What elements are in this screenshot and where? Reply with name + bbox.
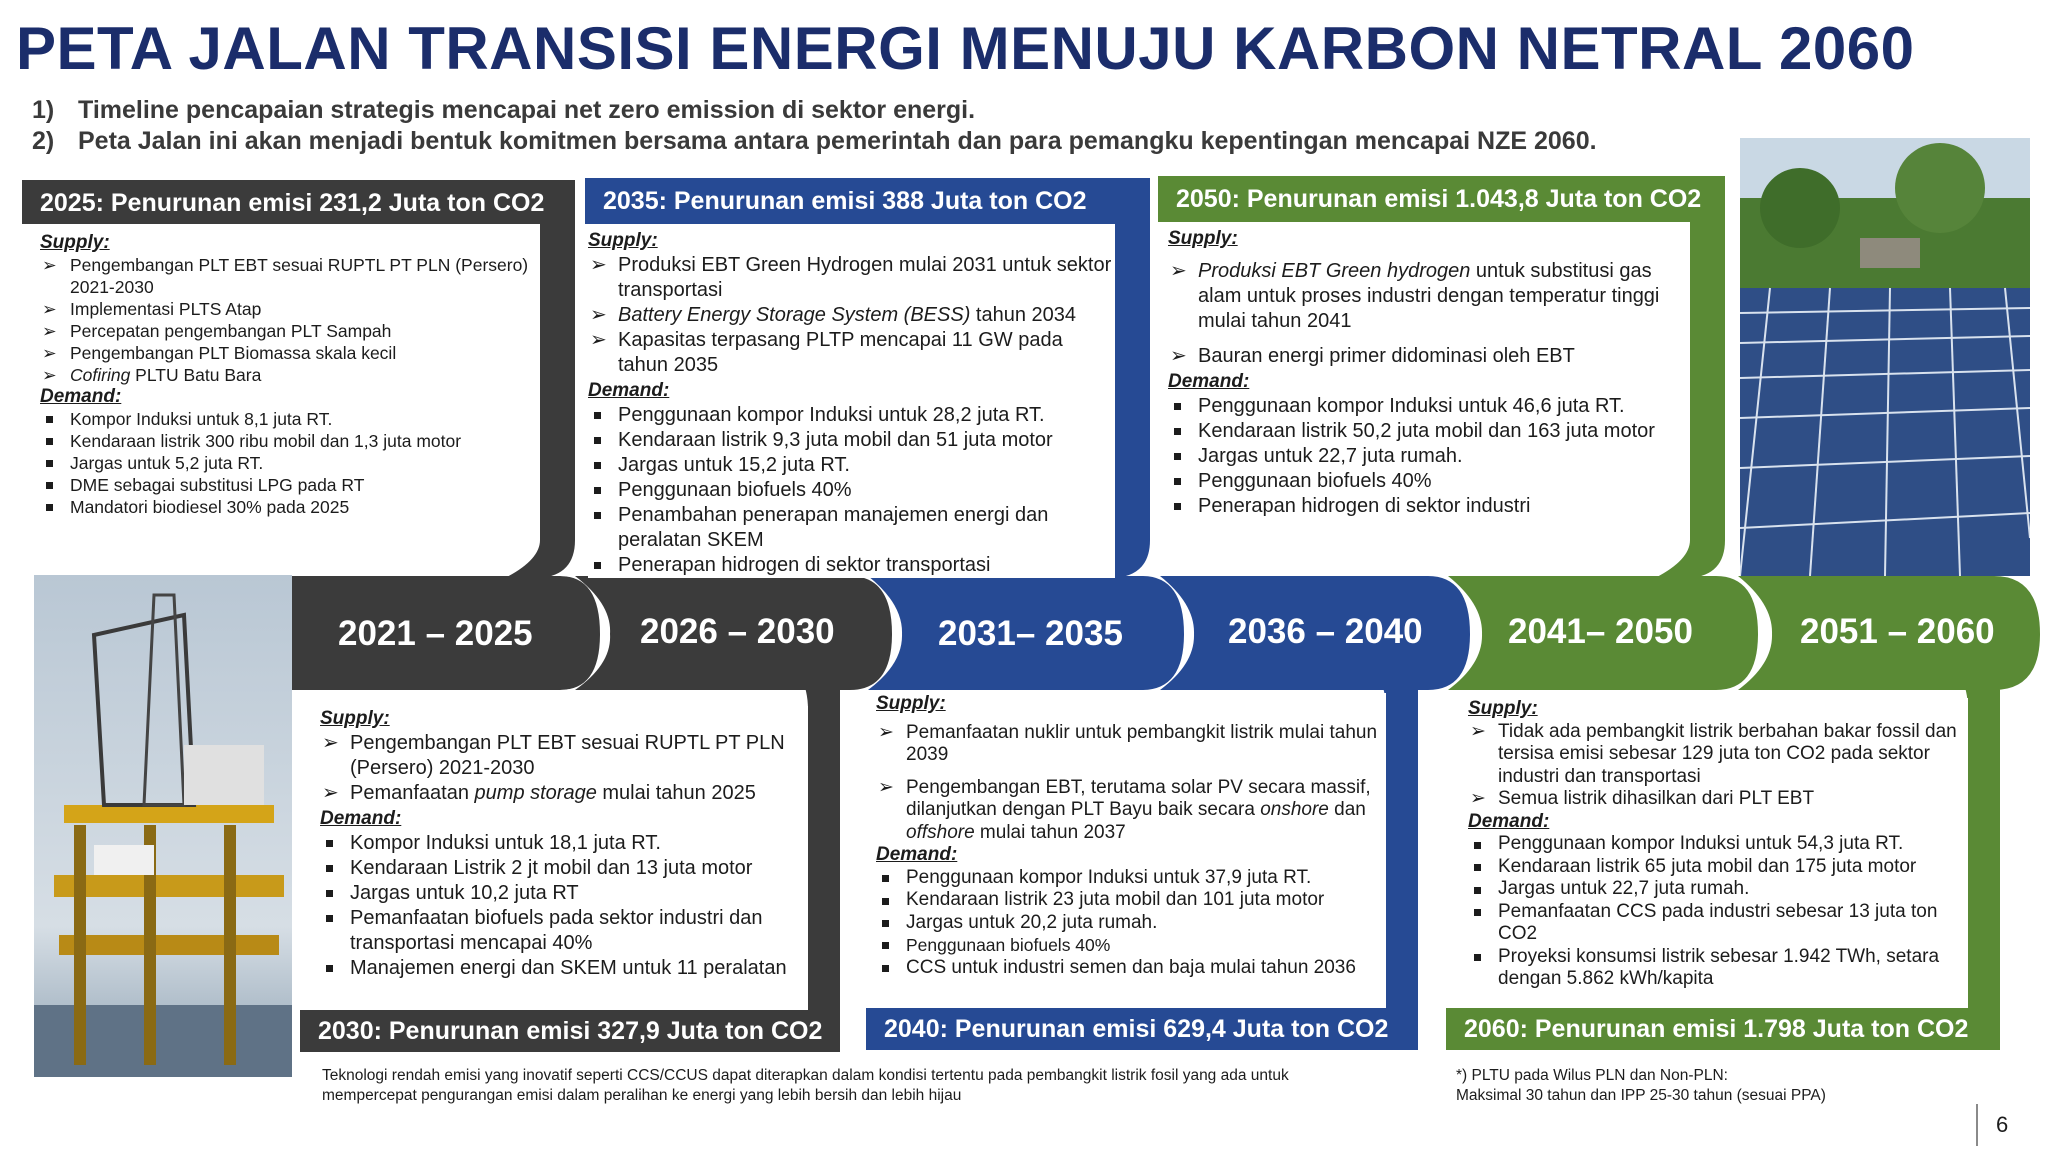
demand-label: Demand: — [876, 844, 958, 865]
page-number: 6 — [1996, 1112, 2009, 1137]
supply-label: Supply: — [876, 693, 946, 714]
supply-label: Supply: — [588, 230, 658, 251]
footnote-line: mempercepat pengurangan emisi dalam peralihan ke energi yang lebih bersih dan lebih hijau — [322, 1087, 962, 1104]
list-item: ➢ Pemanfaatan pump storage mulai tahun 2025 — [320, 781, 808, 806]
list-item: ➢ Cofiring PLTU Batu Bara — [40, 364, 538, 386]
timeline-period-4: 2036 – 2040 — [1228, 612, 1423, 651]
list-item: Penerapan hidrogen di sektor industri — [1168, 494, 1690, 519]
demand-list — [876, 867, 1386, 980]
box-2025-content — [40, 232, 538, 518]
list-item: Penggunaan biofuels 40% — [588, 478, 1115, 503]
footnote-line: Maksimal 30 tahun dan IPP 25-30 tahun (sesuai PPA) — [1456, 1087, 1826, 1104]
list-item: Jargas untuk 22,7 juta rumah. — [1468, 878, 1968, 901]
list-item: Kompor Induksi untuk 18,1 juta RT. — [320, 831, 808, 856]
solar-panel-image — [1740, 138, 2030, 576]
list-item: Kompor Induksi untuk 8,1 juta RT. — [40, 408, 538, 430]
list-item: Penggunaan biofuels 40% — [876, 934, 1386, 957]
list-item: Jargas untuk 15,2 juta RT. — [588, 453, 1115, 478]
box-2030-content — [320, 706, 808, 981]
list-item: Penggunaan kompor Induksi untuk 54,3 juta RT. — [1468, 833, 1968, 856]
list-item: Proyeksi konsumsi listrik sebesar 1.942 TWh, setara dengan 5.862 kWh/kapita — [1468, 946, 1968, 991]
supply-list — [876, 722, 1386, 845]
list-item: Pemanfaatan biofuels pada sektor industri dan transportasi mencapai 40% — [320, 906, 808, 956]
list-item: Kendaraan listrik 65 juta mobil dan 175 juta motor — [1468, 856, 1968, 879]
list-item: Kendaraan listrik 300 ribu mobil dan 1,3 juta motor — [40, 430, 538, 452]
supply-label: Supply: — [1168, 228, 1238, 249]
timeline-period-1: 2021 – 2025 — [338, 614, 533, 653]
list-item: CCS untuk industri semen dan baja mulai tahun 2036 — [876, 957, 1386, 980]
intro-number: 2) — [32, 127, 55, 155]
list-item: ➢ Pengembangan PLT EBT sesuai RUPTL PT PLN (Persero) 2021-2030 — [40, 254, 538, 298]
list-item: Manajemen energi dan SKEM untuk 11 peralatan — [320, 956, 808, 981]
timeline-period-2: 2026 – 2030 — [640, 612, 835, 651]
header-2050: 2050: Penurunan emisi 1.043,8 Juta ton CO2 — [1158, 178, 1725, 220]
footnote-left — [322, 1066, 1442, 1106]
list-item: ➢ Pemanfaatan nuklir untuk pembangkit listrik mulai tahun 2039 — [876, 722, 1386, 767]
demand-label: Demand: — [1468, 810, 1550, 832]
list-item: Penggunaan kompor Induksi untuk 28,2 juta RT. — [588, 403, 1115, 428]
list-item: ➢ Pengembangan PLT EBT sesuai RUPTL PT PLN (Persero) 2021-2030 — [320, 731, 808, 781]
list-item: Penggunaan kompor Induksi untuk 37,9 juta RT. — [876, 867, 1386, 890]
offshore-platform-image — [34, 575, 292, 1077]
demand-label: Demand: — [1168, 371, 1250, 392]
list-item: ➢ Bauran energi primer didominasi oleh EBT — [1168, 344, 1690, 369]
list-item: ➢ Kapasitas terpasang PLTP mencapai 11 GW pada tahun 2035 — [588, 328, 1115, 378]
box-2050-content — [1168, 226, 1690, 519]
list-item: Jargas untuk 5,2 juta RT. — [40, 452, 538, 474]
list-item: Kendaraan Listrik 2 jt mobil dan 13 juta motor — [320, 856, 808, 881]
demand-label: Demand: — [588, 380, 670, 401]
footnote-line: Teknologi rendah emisi yang inovatif seperti CCS/CCUS dapat diterapkan dalam kondisi tertentu pada pembangkit listrik fosil yang ada untuk — [322, 1067, 1289, 1084]
list-item: ➢ Battery Energy Storage System (BESS) tahun 2034 — [588, 303, 1115, 328]
header-2030: 2030: Penurunan emisi 327,9 Juta ton CO2 — [300, 1010, 840, 1052]
intro-line-1 — [32, 96, 975, 125]
intro-line-2 — [32, 127, 1597, 156]
supply-list — [320, 731, 808, 806]
list-item: DME sebagai substitusi LPG pada RT — [40, 474, 538, 496]
list-item: Kendaraan listrik 50,2 juta mobil dan 163 juta motor — [1168, 419, 1690, 444]
demand-list — [40, 408, 538, 518]
supply-list — [1168, 259, 1690, 369]
list-item: Pemanfaatan CCS pada industri sebesar 13 juta ton CO2 — [1468, 901, 1968, 946]
list-item: Penggunaan kompor Induksi untuk 46,6 juta RT. — [1168, 394, 1690, 419]
list-item: ➢ Pengembangan EBT, terutama solar PV secara massif, dilanjutkan dengan PLT Bayu baik secara onshore dan offshore mulai tahun 2037 — [876, 777, 1386, 845]
supply-label: Supply: — [1468, 698, 1538, 719]
demand-list — [1168, 394, 1690, 519]
supply-list — [40, 254, 538, 386]
list-item: Jargas untuk 20,2 juta rumah. — [876, 912, 1386, 935]
intro-text: Timeline pencapaian strategis mencapai net zero emission di sektor energi. — [78, 96, 976, 124]
demand-list — [320, 831, 808, 981]
list-item: Kendaraan listrik 23 juta mobil dan 101 juta motor — [876, 889, 1386, 912]
list-item: Penerapan hidrogen di sektor transportasi — [588, 553, 1115, 578]
list-item: ➢ Implementasi PLTS Atap — [40, 298, 538, 320]
timeline-period-3: 2031– 2035 — [938, 614, 1123, 653]
list-item: Jargas untuk 10,2 juta RT — [320, 881, 808, 906]
list-item: Penambahan penerapan manajemen energi dan peralatan SKEM — [588, 503, 1115, 553]
list-item: ➢ Produksi EBT Green Hydrogen mulai 2031 untuk sektor transportasi — [588, 253, 1115, 303]
demand-list — [588, 403, 1115, 578]
demand-label: Demand: — [40, 386, 122, 407]
list-item: ➢ Produksi EBT Green hydrogen untuk substitusi gas alam untuk proses industri dengan temperatur tinggi mulai tahun 2041 — [1168, 259, 1690, 334]
supply-label: Supply: — [40, 232, 110, 253]
intro-number: 1) — [32, 96, 55, 124]
supply-list — [1468, 721, 1968, 811]
header-2025: 2025: Penurunan emisi 231,2 Juta ton CO2 — [22, 182, 575, 224]
header-2040: 2040: Penurunan emisi 629,4 Juta ton CO2 — [866, 1008, 1418, 1050]
demand-label: Demand: — [320, 808, 402, 829]
list-item: ➢ Tidak ada pembangkit listrik berbahan bakar fossil dan tersisa emisi sebesar 129 juta ton CO2 pada sektor industri dan transportasi — [1468, 721, 1968, 789]
box-2035-content — [588, 228, 1115, 578]
supply-label: Supply: — [320, 708, 390, 729]
list-item: ➢ Pengembangan PLT Biomassa skala kecil — [40, 342, 538, 364]
box-2060-content — [1468, 698, 1968, 991]
list-item: Jargas untuk 22,7 juta rumah. — [1168, 444, 1690, 469]
header-2035: 2035: Penurunan emisi 388 Juta ton CO2 — [585, 180, 1150, 222]
list-item: ➢ Semua listrik dihasilkan dari PLT EBT — [1468, 788, 1968, 811]
list-item: Kendaraan listrik 9,3 juta mobil dan 51 juta motor — [588, 428, 1115, 453]
box-2040-content — [876, 693, 1386, 979]
list-item: ➢ Percepatan pengembangan PLT Sampah — [40, 320, 538, 342]
intro-text: Peta Jalan ini akan menjadi bentuk komitmen bersama antara pemerintah dan para pemangku kepentingan mencapai NZE 2060. — [78, 127, 1597, 155]
list-item: Penggunaan biofuels 40% — [1168, 469, 1690, 494]
supply-list — [588, 253, 1115, 378]
footnote-line: *) PLTU pada Wilus PLN dan Non-PLN: — [1456, 1067, 1728, 1084]
page-title: PETA JALAN TRANSISI ENERGI MENUJU KARBON NETRAL 2060 — [16, 15, 1915, 82]
list-item: Mandatori biodiesel 30% pada 2025 — [40, 496, 538, 518]
timeline-period-6: 2051 – 2060 — [1800, 612, 1995, 651]
demand-list — [1468, 833, 1968, 991]
page-divider — [1976, 1104, 1978, 1146]
header-2060: 2060: Penurunan emisi 1.798 Juta ton CO2 — [1446, 1008, 2000, 1050]
timeline-period-5: 2041– 2050 — [1508, 612, 1693, 651]
footnote-right — [1456, 1066, 1916, 1106]
